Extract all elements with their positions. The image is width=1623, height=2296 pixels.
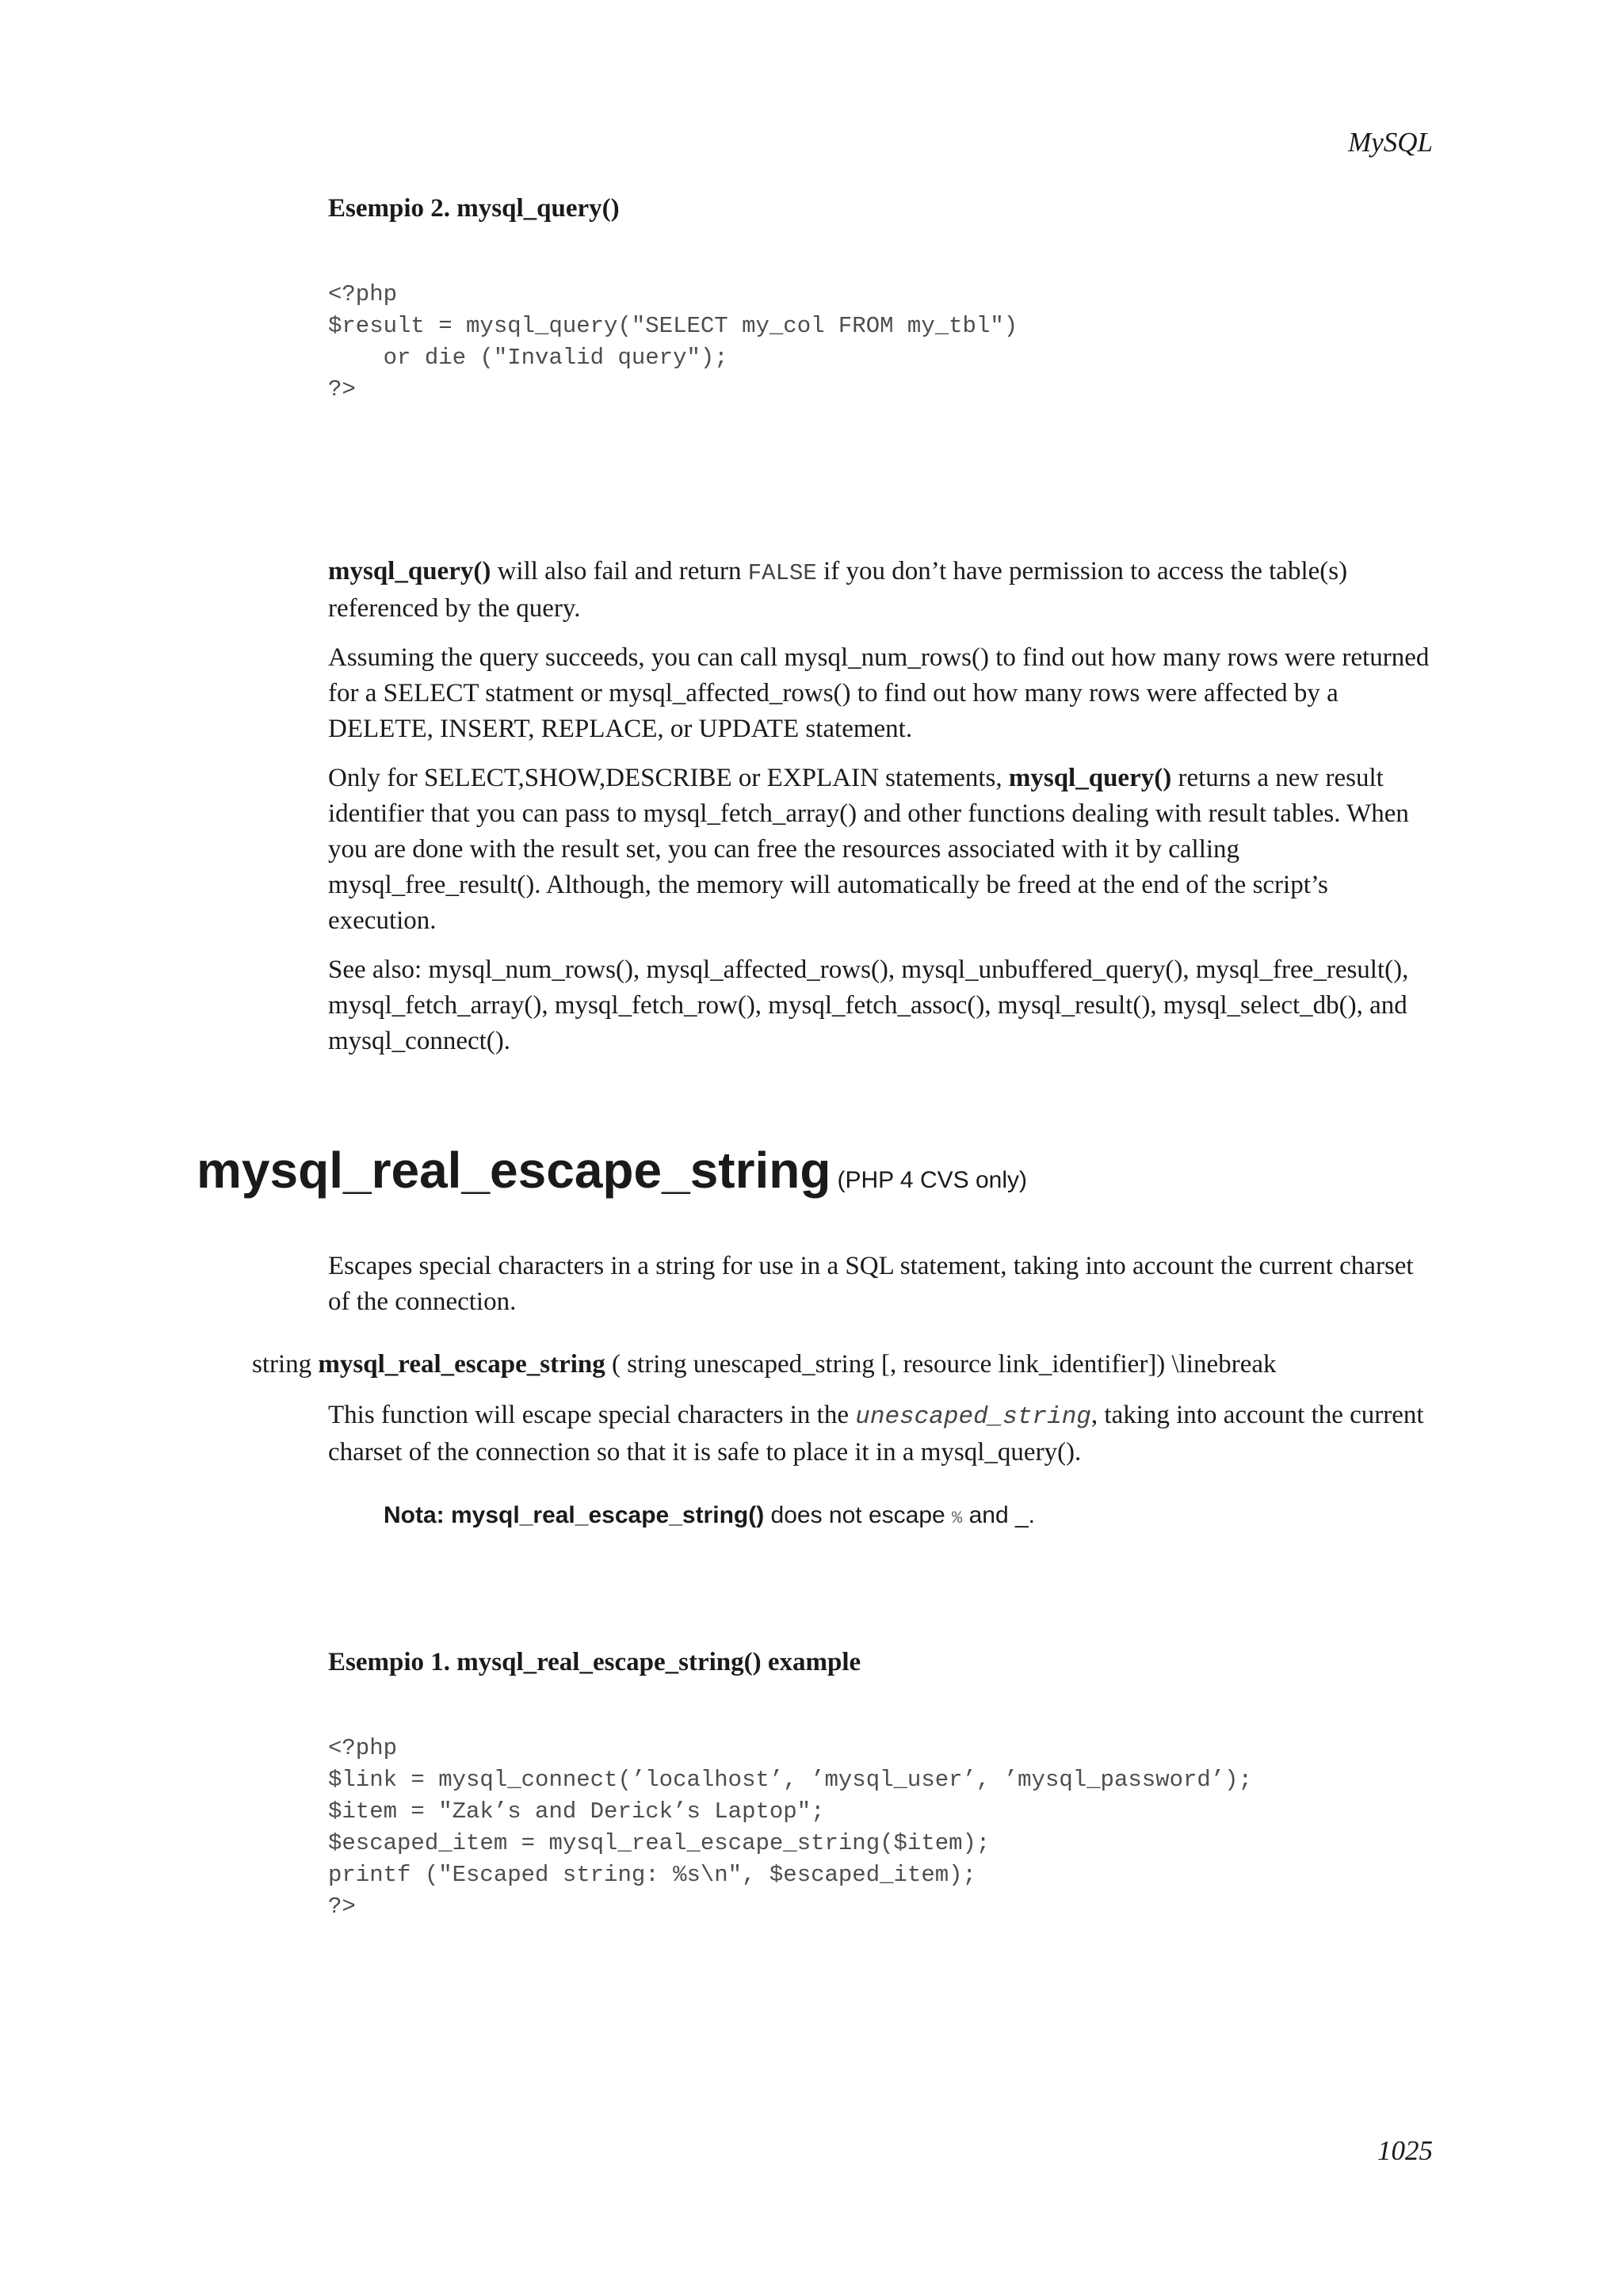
parameter-name: unescaped_string [855,1403,1091,1431]
example-2-code: <?php $result = mysql_query("SELECT my_col FROM my_tbl") or die ("Invalid query"); ?> [328,281,1018,402]
paragraph-result-identifier: Only for SELECT,SHOW,DESCRIBE or EXPLAIN statements, mysql_query() returns a new result identifier that you can pass to mysql_fetch_array() and other functions dealing with result tables. When you are done with the result set, you can free the resources associated with it by calling mysql_free_result(). Although, the memory will automatically be freed at the end of the script’s execution. [328,764,1409,935]
page-number: 1025 [1377,2135,1433,2166]
paragraph-success: Assuming the query succeeds, you can call mysql_num_rows() to find out how many rows were returned for a SELECT statment or mysql_affected_rows() to find out how many rows were affected by a DELETE, INSERT, REPLACE, or UPDATE statement. [328,643,1430,743]
example-1-code: <?php $link = mysql_connect(’localhost’, ’mysql_user’, ’mysql_password’); $item = "Zak’s and Derick’s Laptop"; $escaped_item = mysql_real_escape_string($item); printf ("Escaped string: %s\n", $escaped_item); ?> [328,1735,1252,1920]
example-1-title: Esempio 1. mysql_real_escape_string() example [328,1648,861,1676]
example-1-block [328,1648,1438,1923]
false-constant: FALSE [747,560,817,586]
function-name: mysql_query() [328,557,491,585]
section-purpose-block [328,1249,1438,1333]
description-block [328,1398,1438,1529]
running-header: MySQL [1348,127,1433,158]
paragraph-see-also: See also: mysql_num_rows(), mysql_affected_rows(), mysql_unbuffered_query(), mysql_free_result(), mysql_fetch_array(), mysql_fetch_row(), mysql_fetch_assoc(), mysql_result(), mysql_select_db(), and mysql_connect(). [328,955,1409,1055]
percent-char: % [952,1508,963,1528]
function-name: mysql_query() [1008,764,1172,792]
note-function-name: mysql_real_escape_string() [451,1502,765,1528]
note-box: Nota: mysql_real_escape_string() does not escape % and _. [384,1502,1035,1528]
example-2-title: Esempio 2. mysql_query() [328,194,620,223]
note-label: Nota: [384,1502,451,1528]
section-purpose: Escapes special characters in a string for use in a SQL statement, taking into account the current charset of the connection. [328,1252,1414,1316]
section-title: mysql_real_escape_string [197,1142,831,1199]
synopsis-function-name: mysql_real_escape_string [318,1350,605,1379]
query-section-body [328,194,1438,1073]
paragraph-failure: mysql_query() will also fail and return FALSE if you don’t have permission to access the table(s) referenced by the query. [328,557,1348,623]
section-heading [197,1141,1027,1199]
section-versions: (PHP 4 CVS only) [837,1167,1027,1193]
function-synopsis: string mysql_real_escape_string ( string unescaped_string [, resource link_identifier]) \linebreak [252,1350,1277,1379]
description-paragraph: This function will escape special characters in the unescaped_string, taking into account the current charset of the connection so that it is safe to place it in a mysql_query(). [328,1401,1424,1466]
